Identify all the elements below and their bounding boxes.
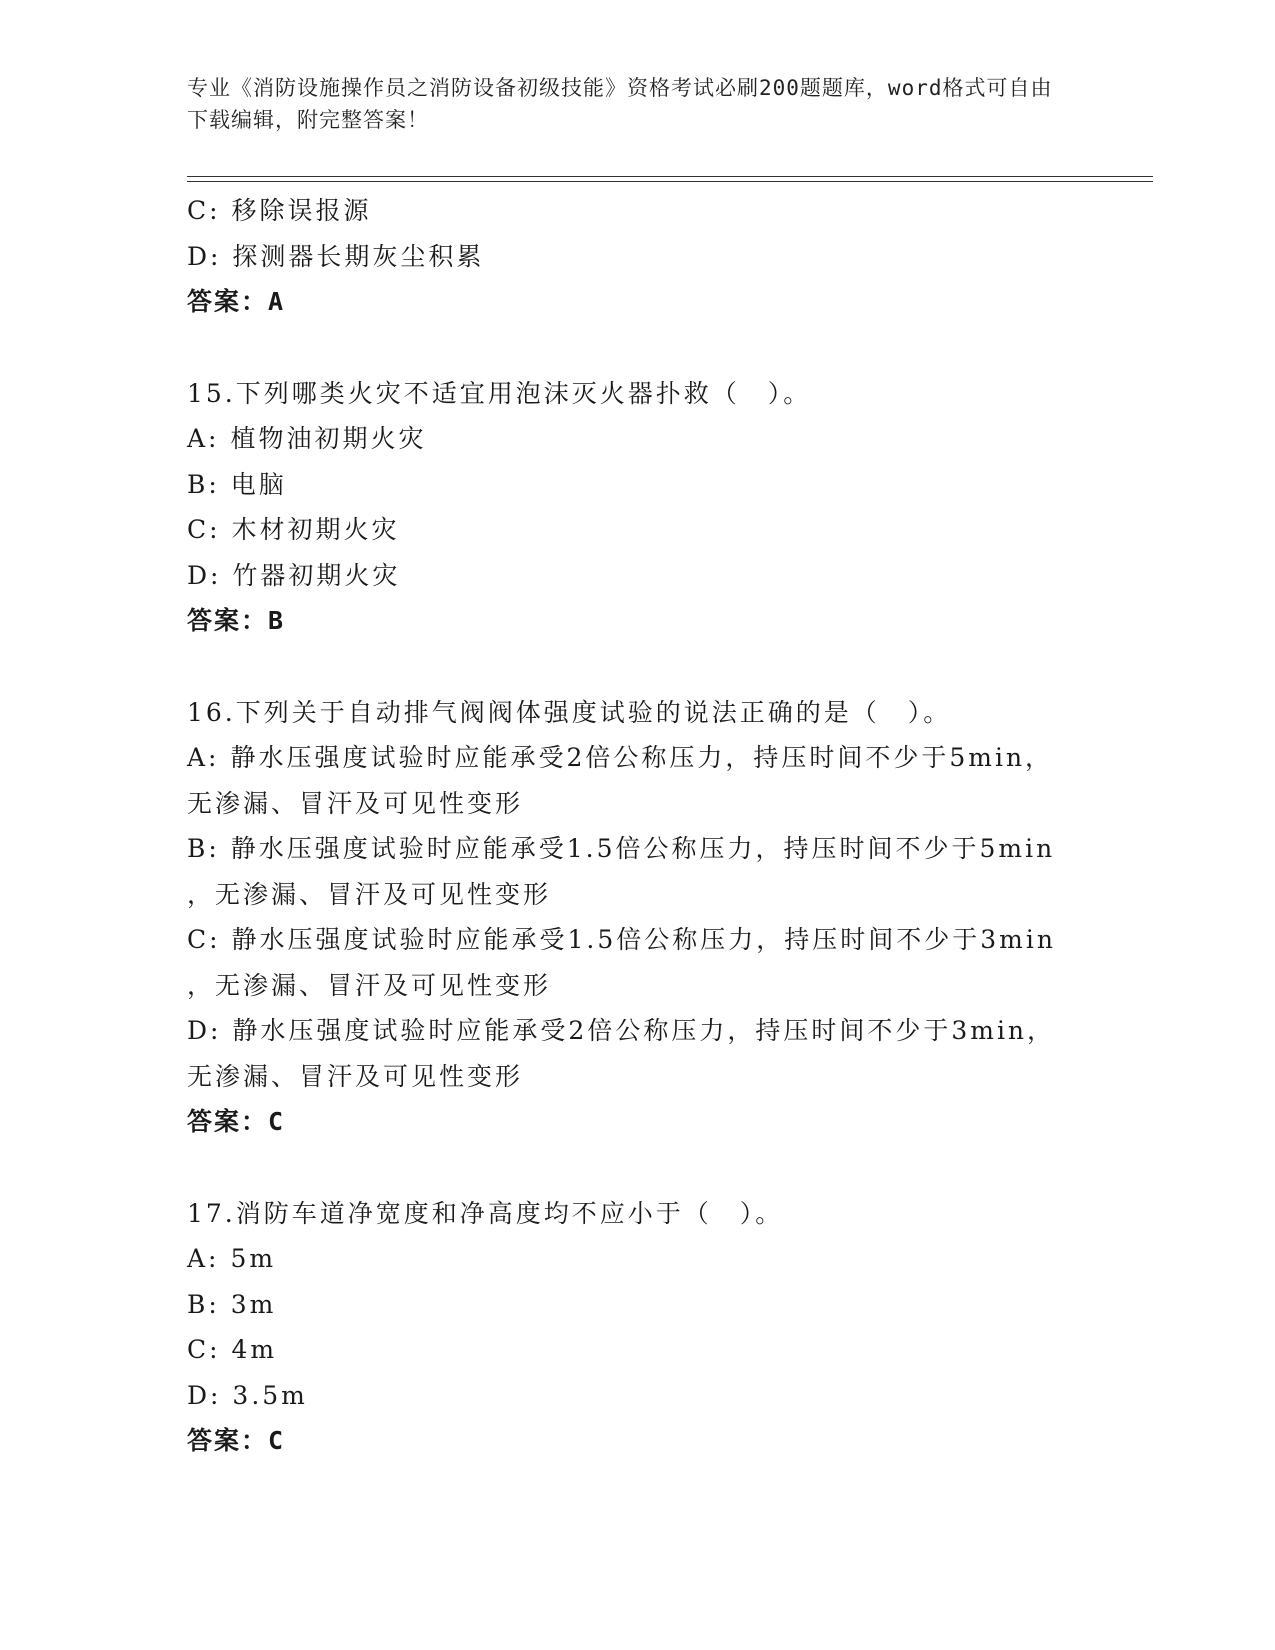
question-15: [187, 371, 1087, 644]
option-text: 静水压强度试验时应能承受2倍公称压力，持压时间不少于5min，: [230, 743, 1054, 772]
option-label: C:: [187, 1335, 221, 1364]
option-a: [187, 1236, 1087, 1282]
option-text: 3m: [230, 1289, 277, 1319]
option-label: D:: [187, 241, 222, 271]
option-d-continuation: 无渗漏、冒汗及可见性变形: [187, 1061, 524, 1091]
option-c: [187, 507, 1087, 553]
option-text: 竹器初期火灾: [232, 560, 401, 590]
option-label: A:: [187, 743, 220, 772]
option-text: 静水压强度试验时应能承受1.5倍公称压力，持压时间不少于3min: [231, 925, 1056, 954]
option-label: D:: [187, 1016, 222, 1045]
option-text: 3.5m: [232, 1380, 308, 1410]
option-label: B:: [187, 1289, 220, 1319]
option-label: C:: [187, 515, 221, 544]
option-text: 5m: [230, 1244, 277, 1273]
spacer: [187, 1145, 1087, 1191]
option-b: [187, 1282, 1087, 1328]
option-a-continuation: 无渗漏、冒汗及可见性变形: [187, 788, 524, 818]
question-16: [187, 690, 1087, 1145]
option-c-continuation: ，无渗漏、冒汗及可见性变形: [187, 970, 552, 1000]
option-label: C:: [187, 196, 221, 225]
answer-line: 答案：A: [187, 287, 286, 316]
question-17: [187, 1191, 1087, 1464]
option-c: [187, 188, 1087, 234]
answer-line: 答案：B: [187, 606, 286, 635]
option-b: [187, 462, 1087, 508]
option-label: C:: [187, 925, 221, 954]
answer-line: 答案：C: [187, 1107, 286, 1136]
option-label: B:: [187, 469, 220, 499]
option-label: A:: [187, 1244, 220, 1273]
question-stem: 16.下列关于自动排气阀阀体强度试验的说法正确的是（ ）。: [187, 697, 952, 727]
option-label: D:: [187, 560, 222, 590]
option-label: B:: [187, 834, 220, 863]
question-stem: 17.消防车道净宽度和净高度均不应小于（ ）。: [187, 1198, 784, 1228]
answer-line: 答案：C: [187, 1426, 286, 1455]
header-divider-top: [187, 176, 1153, 177]
option-text: 静水压强度试验时应能承受2倍公称压力，持压时间不少于3min，: [232, 1016, 1056, 1045]
document-header: 专业《消防设施操作员之消防设备初级技能》资格考试必刷200题题库，word格式可自由下载编辑，附完整答案！: [187, 76, 1053, 132]
option-d: [187, 553, 1087, 599]
option-d: [187, 234, 1087, 280]
option-text: 植物油初期火灾: [230, 424, 427, 453]
question-content: [187, 188, 1087, 1464]
option-text: 移除误报源: [231, 196, 372, 225]
spacer: [187, 325, 1087, 371]
option-d: [187, 1008, 1087, 1054]
option-text: 4m: [231, 1335, 278, 1364]
option-text: 电脑: [230, 469, 287, 499]
option-d: [187, 1373, 1087, 1419]
option-a: [187, 735, 1087, 781]
option-text: 木材初期火灾: [231, 515, 400, 544]
option-c: [187, 917, 1087, 963]
option-a: [187, 416, 1087, 462]
option-c: [187, 1327, 1087, 1373]
option-label: A:: [187, 424, 220, 453]
header-divider-bottom: [187, 181, 1153, 182]
option-label: D:: [187, 1380, 222, 1410]
option-b: [187, 826, 1087, 872]
option-text: 静水压强度试验时应能承受1.5倍公称压力，持压时间不少于5min: [230, 834, 1056, 863]
option-b-continuation: ，无渗漏、冒汗及可见性变形: [187, 879, 552, 909]
question-stem: 15.下列哪类火灾不适宜用泡沫灭火器扑救（ ）。: [187, 378, 812, 408]
spacer: [187, 644, 1087, 690]
option-text: 探测器长期灰尘积累: [232, 241, 485, 271]
question-fragment: [187, 188, 1087, 325]
